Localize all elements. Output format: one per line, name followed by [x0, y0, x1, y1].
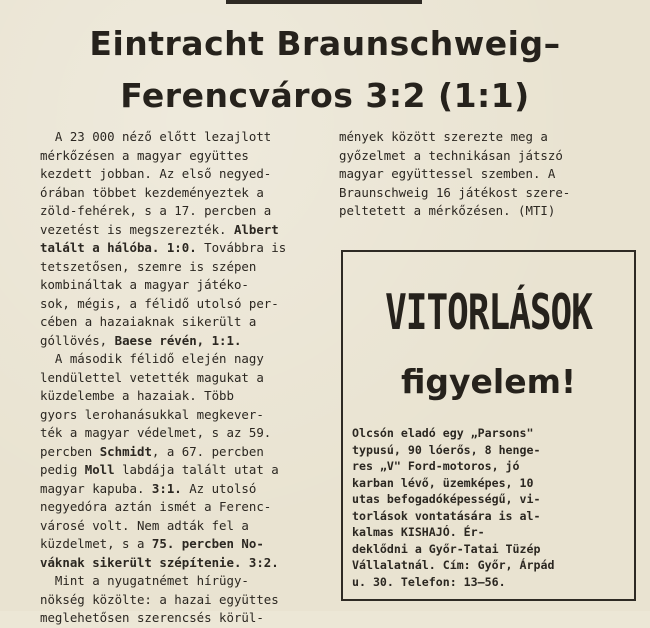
article-line	[40, 350, 322, 369]
bold-text: Baese révén, 1:1.	[114, 332, 242, 348]
text: vezetést is megszerezték.	[40, 221, 234, 237]
text: A 23 000 néző előtt lezajlott	[40, 129, 272, 144]
bold-text: talált a hálóba. 1:0.	[40, 240, 197, 255]
article-column-right	[339, 128, 639, 221]
article-line	[40, 239, 322, 258]
article-line	[40, 554, 322, 573]
article-line	[40, 165, 322, 184]
article-line	[40, 128, 322, 147]
article-line	[40, 591, 322, 610]
text: Az utolsó	[181, 480, 257, 496]
article-line	[40, 480, 322, 499]
article-column-left	[40, 128, 322, 628]
text: órában többet kezdeményeztek a	[40, 184, 264, 200]
text: sok, mégis, a félidő utolsó per-	[40, 295, 279, 311]
text: percben	[40, 443, 100, 459]
article-line	[40, 202, 322, 221]
ad-line: karban lévő, üzemképes, 10	[352, 475, 534, 490]
text: meglehetősen szerencsés körül-	[40, 610, 264, 625]
ad-line: torlások vontatására is al-	[352, 508, 541, 523]
article-line	[40, 517, 322, 536]
text: negyedóra aztán ismét a Ferenc-	[40, 499, 272, 514]
bold-text: váknak sikerült szépítenie. 3:2.	[40, 554, 279, 570]
text: , a 67. percben	[151, 443, 264, 459]
article-line	[40, 461, 322, 480]
text: Továbbra is	[196, 240, 287, 255]
bold-text: 3:1.	[151, 480, 182, 496]
article-line	[40, 147, 322, 166]
advertisement-box	[341, 250, 636, 601]
article-line	[40, 258, 322, 277]
bold-text: Albert	[233, 221, 279, 237]
article-line	[40, 498, 322, 517]
article-line: mények között szerezte meg a	[339, 129, 548, 144]
text: zöld-fehérek, s a 17. percben a	[40, 203, 272, 218]
text: tetszetősen, szemre is szépen	[40, 258, 257, 274]
text: magyar kapuba.	[40, 480, 152, 496]
article-line	[40, 535, 322, 554]
article-line: peltetett a mérkőzésen. (MTI)	[339, 203, 556, 218]
text: küzdelembe a hazaiak. Több	[40, 388, 234, 403]
text: városé volt. Nem adták fel a	[40, 517, 249, 533]
text: küzdelmet, s a	[40, 536, 152, 551]
ad-line: kalmas KISHAJÓ. Ér-	[352, 525, 485, 539]
text: kombináltak a magyar játéko-	[40, 277, 249, 292]
article-line	[40, 369, 322, 388]
text: lendülettel vetették magukat a	[40, 369, 264, 385]
ad-line: Vállalatnál. Cím: Győr, Árpád	[352, 558, 555, 572]
article-line: Braunschweig 16 játékost szere-	[339, 184, 571, 200]
headline-line-1: Eintracht Braunschweig–	[89, 24, 561, 63]
text: gyors lerohanásukkal megkever-	[40, 406, 264, 422]
headline-line-2: Ferencváros 3:2 (1:1)	[120, 76, 530, 115]
article-line	[40, 184, 322, 203]
text: nökség közölte: a hazai együttes	[40, 591, 279, 607]
article-line	[40, 295, 322, 314]
text: labdája talált utat a	[114, 462, 279, 477]
text: pedig	[40, 462, 85, 477]
ad-body-text	[352, 425, 630, 590]
article-line	[40, 406, 322, 425]
text: A második félidő elején nagy	[40, 351, 264, 366]
article-line	[40, 572, 322, 591]
text: mérkőzésen a magyar együttes	[40, 147, 249, 163]
ad-line: res „V" Ford-motoros, jó	[352, 459, 520, 473]
article-line	[40, 424, 322, 443]
article-line	[40, 387, 322, 406]
top-rule	[226, 0, 422, 4]
bold-text: Moll	[84, 462, 115, 477]
ad-line: deklődni a Győr-Tatai Tüzép	[352, 541, 541, 556]
article-line	[40, 609, 322, 628]
article-line	[40, 276, 322, 295]
article-line	[40, 443, 322, 462]
article-line: magyar együttessel szemben. A	[339, 166, 556, 181]
text: kezdett jobban. Az első negyed-	[40, 166, 272, 181]
ad-line: typusú, 90 lóerős, 8 henge-	[352, 442, 541, 457]
text: cében a hazaiaknak sikerült a	[40, 314, 257, 329]
article-line	[40, 332, 322, 351]
text: ték a magyar védelmet, s az 59.	[40, 425, 272, 440]
ad-subtitle: figyelem!	[400, 362, 577, 401]
article-line	[40, 313, 322, 332]
text: Mint a nyugatnémet hírügy-	[40, 573, 249, 588]
bold-text: 75. percben No-	[151, 536, 264, 551]
ad-title: VITORLÁSOK	[385, 286, 592, 342]
ad-line: u. 30. Telefon: 13—56.	[352, 574, 506, 589]
article-line	[40, 221, 322, 240]
bold-text: Schmidt	[99, 443, 152, 459]
text: góllövés,	[40, 332, 115, 348]
ad-line: utas befogadóképességű, vi-	[352, 492, 541, 506]
ad-line: Olcsón eladó egy „Parsons"	[352, 426, 534, 440]
article-line: győzelmet a technikásan játszó	[339, 147, 563, 163]
